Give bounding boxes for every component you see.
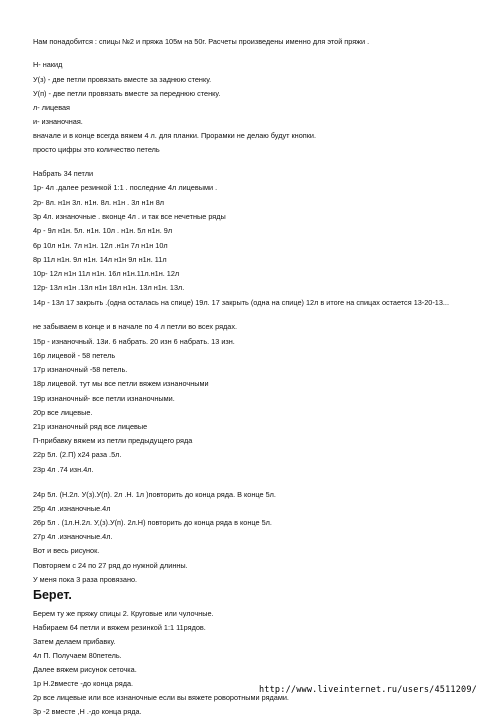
- instruction-line: 18р лицевой. тут мы все петли вяжем изнаночными: [33, 379, 209, 388]
- pattern-line: Повторяем с 24 по 27 ряд до нужной длинны.: [33, 561, 188, 570]
- pattern-line: У меня пока 3 раза провязано.: [33, 575, 138, 584]
- instruction-line: не забываем в конце и в начале по 4 л петли во всех рядах.: [33, 322, 238, 331]
- instruction-line: 16р лицевой - 58 петель: [33, 351, 116, 360]
- pattern-line: Вот и весь рисунок.: [33, 546, 100, 555]
- beret-line: Затем делаем прибавку.: [33, 637, 116, 646]
- instruction-line: 2р- 8л. н1н 3л. н1н. 8л. н1н . 3л н1н 8л: [33, 198, 165, 207]
- instruction-line: 4р - 9л н1н. 5л. н1н. 10л . н1н. 5л н1н. 9л: [33, 226, 173, 235]
- beret-line: Набираем 64 петли и вяжем резинкой 1:1 11рядов.: [33, 623, 206, 632]
- instruction-line: 23р 4л .74 изн.4л.: [33, 465, 94, 474]
- instruction-line: 12р- 13л н1н .13л н1н 18л н1н. 13л н1н. 13л.: [33, 283, 185, 292]
- legend-line: вначале и в конце всегда вяжем 4 л. для планки. Прорамки не делаю будут кнопки.: [33, 131, 316, 140]
- legend-line: л- лицевая: [33, 103, 71, 112]
- source-watermark: http://www.liveinternet.ru/users/4511209/: [258, 685, 477, 695]
- beret-line: Далее вяжем рисунок сеточка.: [33, 665, 137, 674]
- legend-line: У(п) - две петли провязать вместе за переднюю стенку.: [33, 89, 221, 98]
- beret-line: 3р -2 вместе ,Н .-до конца ряда.: [33, 707, 142, 716]
- pattern-line: 24р 5л. (Н.2л. У(з).У(п). 2л .Н. 1л )повторить до конца ряда. В конце 5л.: [33, 490, 276, 499]
- instruction-line: 22р 5л. (2.П) х24 раза .5л.: [33, 450, 122, 459]
- instruction-line: 8р 11л н1н. 9л н1н. 14л н1н 9л н1н. 11л: [33, 255, 167, 264]
- legend-line: Н- накид: [33, 60, 63, 69]
- beret-line: Берем ту же пряжу спицы 2. Круговые или чулочные.: [33, 609, 214, 618]
- instruction-line: 6р 10л н1н. 7л н1н. 12л .н1н 7л н1н 10л: [33, 241, 168, 250]
- instruction-line: Набрать 34 петли: [33, 169, 94, 178]
- beret-heading: Берет.: [33, 588, 72, 602]
- instruction-line: 19р изнаночный- все петли изнаночными.: [33, 394, 175, 403]
- pattern-line: 25р 4л .изнаночные.4л: [33, 504, 111, 513]
- instruction-line: П-прибавку вяжем из петли предыдущего ряда: [33, 436, 193, 445]
- legend-line: и- изнаночная.: [33, 117, 83, 126]
- instruction-line: 17р изнаночный -58 петель.: [33, 365, 128, 374]
- beret-line: 1р Н.2вместе -до конца ряда.: [33, 679, 134, 688]
- beret-line: 4л П. Получаем 80петель.: [33, 651, 122, 660]
- instruction-line: 21р изнаночный ряд все лицевые: [33, 422, 148, 431]
- instruction-line: 15р - изнаночный. 13и. 6 набрать. 20 изн 6 набрать. 13 изн.: [33, 337, 235, 346]
- instruction-line: 1р- 4л .далее резинкой 1:1 . последние 4л лицевыми .: [33, 183, 218, 192]
- beret-line: 2р все лицевые или все изнаночные если вы вяжете роворотными рядами.: [33, 693, 289, 702]
- legend-line: просто цифры это количество петель: [33, 145, 160, 154]
- instruction-line: 14р - 13л 17 закрыть .(одна осталась на спице) 19л. 17 закрыть (одна на спице) 12л в итоге на спицах остается 13-20-13...: [33, 298, 449, 307]
- legend-line: У(з) - две петли провязать вместе за заднюю стенку.: [33, 75, 212, 84]
- instruction-line: 10р- 12л н1н 11л н1н. 16л н1н.11л.н1н. 12л: [33, 269, 180, 278]
- instruction-line: 3р 4л. изнаночные . вконце 4л . и так все нечетные ряды: [33, 212, 226, 221]
- pattern-line: 27р 4л .изнаночные.4л.: [33, 532, 113, 541]
- pattern-line: 26р 5л . (1л.Н.2л. У,(з).У(п). 2л.Н) повторить до конца ряда в конце 5л.: [33, 518, 272, 527]
- instruction-line: 20р все лицевые.: [33, 408, 93, 417]
- intro-text: Нам понадобится : спицы №2 и пряжа 105м на 50г. Расчеты произведены именно для этой пряжи .: [33, 37, 370, 46]
